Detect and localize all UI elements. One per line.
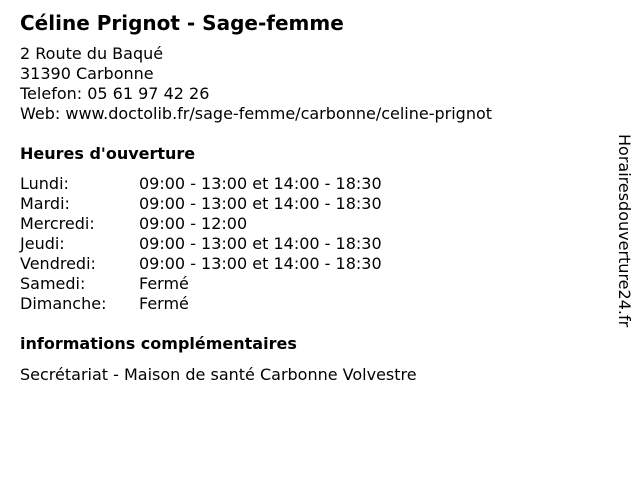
hours-row-monday (20, 174, 382, 194)
hours-row-sunday (20, 294, 382, 314)
time-range: 09:00 - 13:00 et 14:00 - 18:30 (139, 254, 382, 273)
street-address: 2 Route du Baqué (20, 44, 164, 63)
day-label: Mercredi: (20, 214, 95, 233)
site-watermark: Horairesdouverture24.fr (615, 134, 634, 328)
time-range: 09:00 - 13:00 et 14:00 - 18:30 (139, 234, 382, 253)
phone-number: Telefon: 05 61 97 42 26 (20, 84, 210, 103)
hours-row-friday (20, 254, 382, 274)
time-range: 09:00 - 12:00 (139, 214, 248, 233)
city: 31390 Carbonne (20, 64, 154, 83)
time-range: 09:00 - 13:00 et 14:00 - 18:30 (139, 194, 382, 213)
time-range: Fermé (139, 294, 189, 313)
hours-row-wednesday (20, 214, 382, 234)
day-label: Mardi: (20, 194, 70, 213)
website: Web: www.doctolib.fr/sage-femme/carbonne/celine-prignot (20, 104, 493, 123)
day-label: Dimanche: (20, 294, 107, 313)
hours-row-thursday (20, 234, 382, 254)
additional-info-text: Secrétariat - Maison de santé Carbonne Volvestre (20, 365, 417, 384)
day-label: Vendredi: (20, 254, 96, 273)
opening-hours-heading: Heures d'ouverture (20, 144, 196, 163)
day-label: Samedi: (20, 274, 86, 293)
time-range: 09:00 - 13:00 et 14:00 - 18:30 (139, 174, 382, 193)
additional-info-heading: informations complémentaires (20, 334, 297, 353)
day-label: Jeudi: (20, 234, 65, 253)
page-title: Céline Prignot - Sage-femme (20, 11, 344, 35)
address-block (20, 44, 492, 124)
time-range: Fermé (139, 274, 189, 293)
hours-row-tuesday (20, 194, 382, 214)
hours-row-saturday (20, 274, 382, 294)
day-label: Lundi: (20, 174, 69, 193)
opening-hours-list (20, 174, 382, 314)
